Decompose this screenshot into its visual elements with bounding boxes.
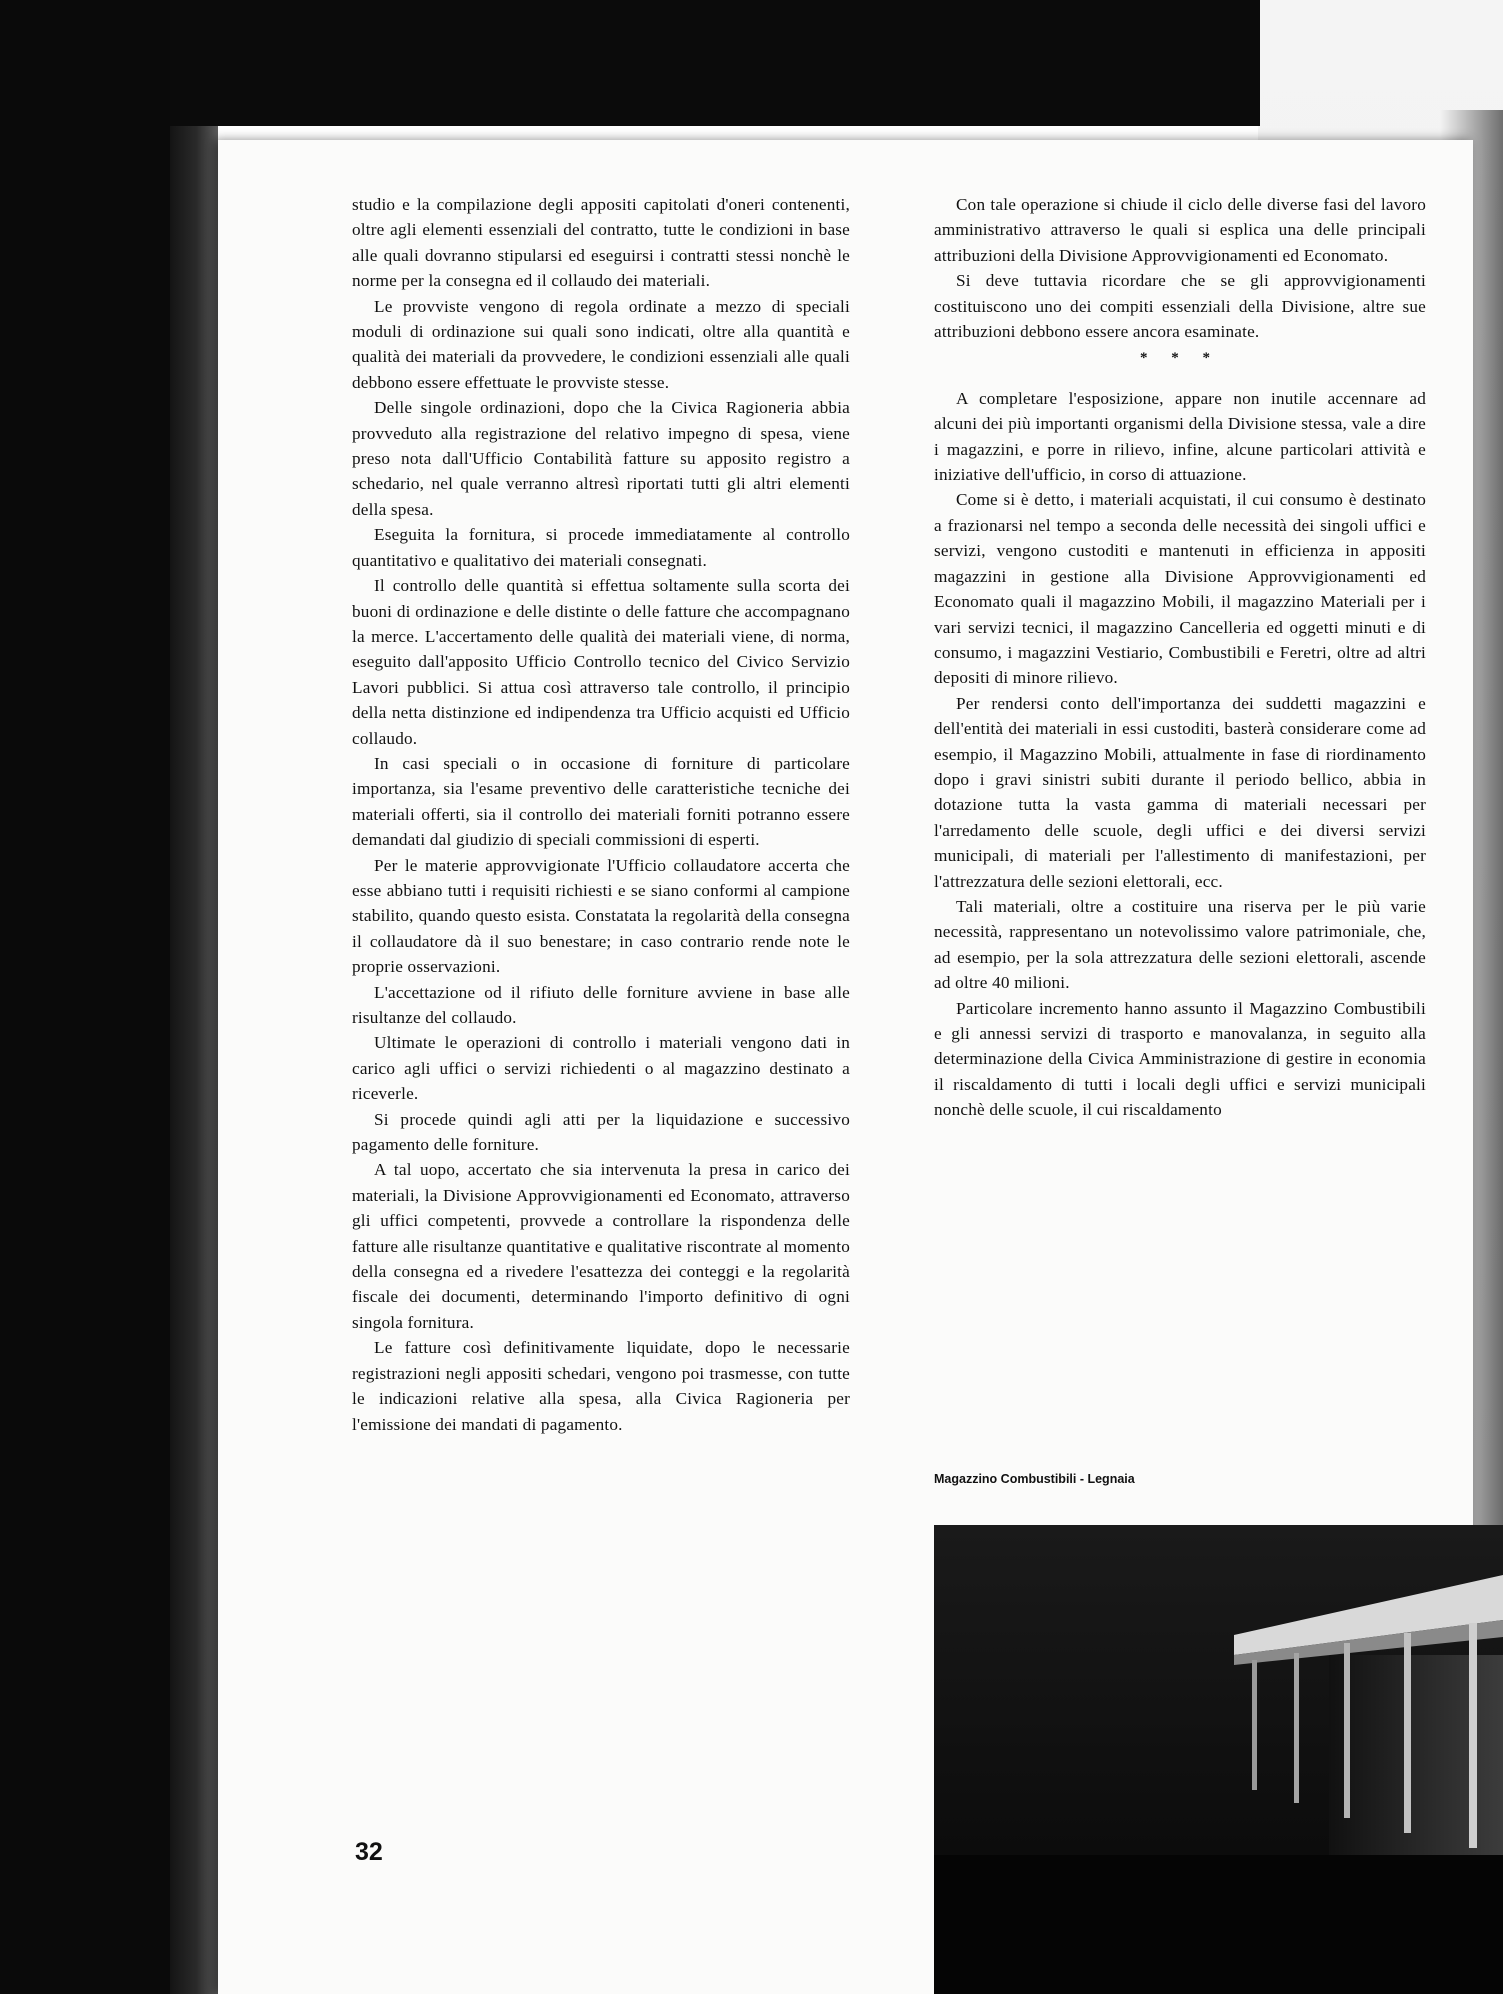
paragraph: Particolare incremento hanno assunto il Magazzino Combustibili e gli annessi servizi di trasporto e manovalanza, in seguito alla determinazione della Civica Amministrazione di gestire in economia il riscaldamento di tutti i locali degli uffici e servizi municipali nonchè delle scuole, il cui riscaldamento [934, 998, 1426, 1120]
page-number: 32 [355, 1838, 383, 1866]
paragraph: Si deve tuttavia ricordare che se gli approvvigionamenti costituiscono uno dei compiti essenziali della Divisione, altre sue attribuzioni debbono essere ancora esaminate. [934, 271, 1426, 342]
scan-left-border [0, 0, 170, 1994]
photo-caption: Magazzino Combustibili - Legnaia [934, 1472, 1135, 1486]
paragraph: Per le materie approvvigionate l'Ufficio collaudatore accerta che esse abbiano tutti i requisiti richiesti e se siano conformi al campione stabilito, quando questo esista. Constatata la regolarità della consegna il collaudatore dà il suo benestare; in caso contrario rende note le proprie osservazioni. [352, 855, 850, 977]
section-separator: * * * [1140, 350, 1220, 367]
paragraph: Le provviste vengono di regola ordinate a mezzo di speciali moduli di ordinazione sui quali sono indicati, oltre alla quantità e qualità dei materiali da provvedere, le condizioni essenziali alle quali debbono essere effettuate le provviste stesse. [352, 296, 850, 392]
paragraph: A completare l'esposizione, appare non inutile accennare ad alcuni dei più importanti organismi della Divisione stessa, vale a dire i magazzini, e porre in rilievo, infine, alcune particolari attività e iniziative dell'ufficio, in corso di attuazione. [934, 388, 1426, 485]
paragraph: Come si è detto, i materiali acquistati, il cui consumo è destinato a frazionarsi nel tempo a seconda delle necessità dei singoli uffici e servizi, vengono custoditi e mantenuti in efficienza in appositi magazzini in gestione alla Divisione Approvvigionamenti ed Economato quali il magazzino Mobili, il magazzino Materiali per i vari servizi tecnici, il magazzino Cancelleria ed oggetti minuti e di consumo, i magazzini Vestiario, Combustibili e Feretri, oltre ad altri depositi di minore rilievo. [934, 490, 1426, 688]
paragraph: Con tale operazione si chiude il ciclo delle diverse fasi del lavoro amministrativo attraverso le quali si esplica una delle principali attribuzioni della Divisione Approvvigionamenti ed Economato. [934, 195, 1426, 265]
scan-top-border [170, 0, 1260, 126]
left-text-column [352, 192, 850, 1437]
paragraph: L'accettazione od il rifiuto delle forniture avviene in base alle risultanze del collaudo. [352, 982, 850, 1027]
paragraph: studio e la compilazione degli appositi capitolati d'oneri contenenti, oltre agli elementi essenziali del contratto, tutte le condizioni in base alle quali dovranno stipularsi ed eseguirsi i contratti stessi nonchè le norme per la consegna ed il collaudo dei materiali. [352, 195, 850, 291]
paragraph: A tal uopo, accertato che sia intervenuta la presa in carico dei materiali, la Divisione Approvvigionamenti ed Economato, attraverso gli uffici competenti, provvede a controllare la rispondenza delle fatture alle risultanze quantitative e qualitative riscontrate al momento della consegna ed a rivedere l'esattezza dei conteggi e la regolarità fiscale dei documenti, determinando l'importo definitivo di ogni singola fornitura. [352, 1160, 850, 1332]
paragraph: In casi speciali o in occasione di forniture di particolare importanza, sia l'esame preventivo delle caratteristiche tecniche dei materiali offerti, sia il controllo dei materiali forniti potranno essere demandati dal giudizio di speciali commissioni di esperti. [352, 753, 850, 850]
paragraph: Le fatture così definitivamente liquidate, dopo le necessarie registrazioni negli appositi schedari, vengono poi trasmesse, con tutte le indicazioni relative alla spesa, alla Civica Ragioneria per l'emissione dei mandati di pagamento. [352, 1338, 850, 1434]
paragraph: Per rendersi conto dell'importanza dei suddetti magazzini e dell'entità dei materiali in essi custoditi, basterà considerare come ad esempio, il Magazzino Mobili, attualmente in fase di riordinamento dopo i gravi sinistri subiti durante il periodo bellico, abbia in dotazione tutta la vasta gamma di materiali necessari per l'arredamento delle scuole, degli uffici e dei diversi servizi municipali, di materiali per l'allestimento di manifestazioni, per l'attrezzatura delle sezioni elettorali, ecc. [934, 693, 1426, 891]
right-text-column [934, 192, 1426, 1123]
paragraph: Delle singole ordinazioni, dopo che la Civica Ragioneria abbia provveduto alla registrazione del relativo impegno di spesa, viene preso nota dall'Ufficio Contabilità fatture su apposito registro a schedario, nel quale verranno altresì riportati tutti gli altri elementi della spesa. [352, 398, 850, 519]
paragraph: Il controllo delle quantità si effettua soltamente sulla scorta dei buoni di ordinazione e delle distinte o delle fatture che accompagnano la merce. L'accertamento delle qualità dei materiali viene, di norma, eseguito dall'apposito Ufficio Controllo tecnico del Civico Servizio Lavori pubblici. Si attua così attraverso tale controllo, il principio della netta distinzione ed indipendenza tra Ufficio acquisti ed Ufficio collaudo. [352, 576, 850, 748]
warehouse-photo-graphic [934, 1525, 1503, 1994]
warehouse-photo [934, 1525, 1503, 1994]
paragraph: Eseguita la fornitura, si procede immediatamente al controllo quantitativo e qualitativo dei materiali consegnati. [352, 525, 850, 570]
paragraph: Ultimate le operazioni di controllo i materiali vengono dati in carico agli uffici o servizi richiedenti o al magazzino destinato a riceverle. [352, 1033, 850, 1104]
book-gutter-shadow [170, 126, 218, 1994]
paragraph: Tali materiali, oltre a costituire una riserva per le più varie necessità, rappresentano un notevolissimo valore patrimoniale, che, ad esempio, per la sola attrezzatura delle sezioni elettorali, ascende ad oltre 40 milioni. [934, 896, 1426, 993]
paragraph: Si procede quindi agli atti per la liquidazione e successivo pagamento delle forniture. [352, 1109, 850, 1155]
